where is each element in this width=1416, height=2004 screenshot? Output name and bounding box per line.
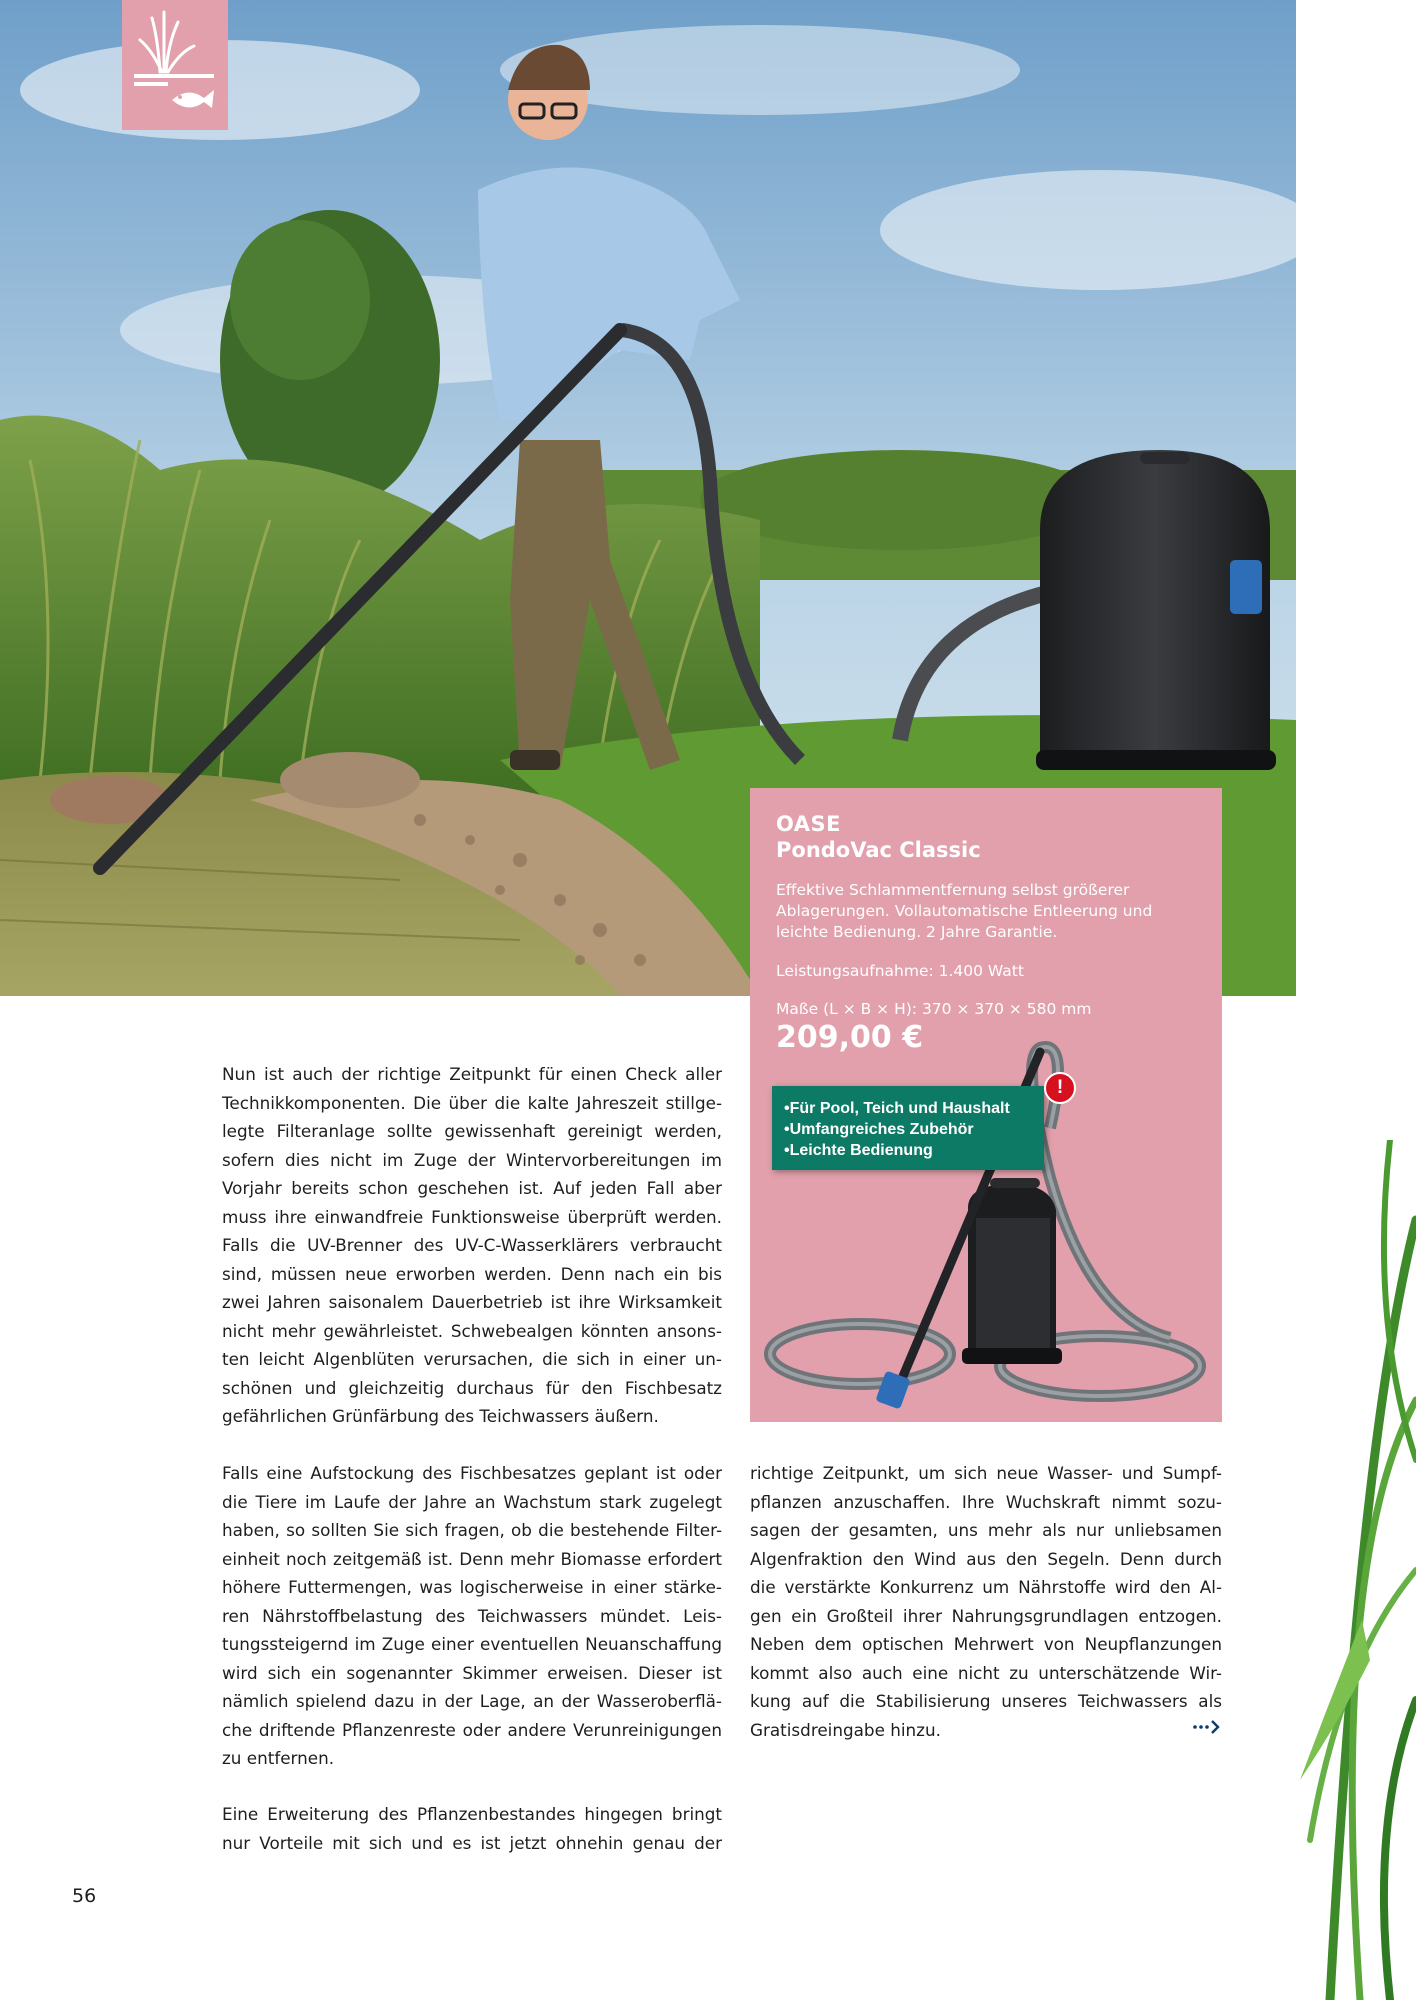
text-line: sind, müssen neue erworben werden. Denn nach ein bis: [222, 1263, 722, 1284]
text-line: einheit noch zeitgemäß ist. Denn mehr Biomasse erfordert: [222, 1548, 722, 1569]
text-line: ten leicht Algenblüten verursachen, die sich in einer un-: [222, 1349, 722, 1369]
article-paragraph-1: [222, 1060, 722, 1431]
text-line: nämlich spielend dazu in der Lage, an der Wasseroberflä-: [222, 1691, 722, 1711]
text-line: legte Filteranlage sollte gewissenhaft gereinigt werden,: [222, 1121, 722, 1141]
text-line: Neben dem optischen Mehrwert von Neupflanzungen: [750, 1634, 1222, 1654]
text-line: Gratisdreingabe hinzu.: [750, 1719, 941, 1740]
text-line: Algenfraktion den Wind aus den Segeln. Denn durch: [750, 1548, 1222, 1569]
text-line: nur Vorteile mit sich und es ist jetzt ohnehin genau der: [222, 1832, 722, 1853]
text-line: Technikkomponenten. Die über die kalte Jahreszeit stillge-: [222, 1092, 722, 1113]
text-line: Vorjahr bereits schon geschehen ist. Auf jeden Fall aber: [222, 1178, 722, 1198]
text-line: wird sich ein sogenannter Skimmer erweisen. Dieser ist: [222, 1662, 722, 1683]
text-line: che driftende Pflanzenreste oder andere Verunreinigungen: [222, 1719, 722, 1740]
article-paragraph-2: [222, 1459, 722, 1773]
article-paragraph-4: [750, 1459, 1222, 1744]
article-paragraph-3: [222, 1800, 722, 1857]
product-vacuum-image: [750, 1018, 1222, 1422]
feature-item: • Leichte Bedienung: [784, 1140, 1044, 1161]
text-line: richtige Zeitpunkt, um sich neue Wasser- und Sumpf-: [750, 1463, 1222, 1483]
feature-item: • Für Pool, Teich und Haushalt: [784, 1098, 1044, 1119]
product-power: Leistungsaufnahme: 1.400 Watt: [776, 962, 1024, 980]
text-line: haben, so sollten Sie sich fragen, ob die bestehende Filter-: [222, 1520, 722, 1540]
product-info-box: [750, 788, 1222, 1422]
text-line: Falls eine Aufstockung des Fischbesatzes geplant ist oder: [222, 1463, 722, 1483]
product-dimensions: Maße (L × B × H): 370 × 370 × 580 mm: [776, 1000, 1092, 1018]
feature-callout: [772, 1086, 1044, 1170]
text-line: Eine Erweiterung des Pflanzenbestandes hingegen bringt: [222, 1804, 722, 1824]
text-line: sagen der gesamten, uns mehr als nur unliebsamen: [750, 1520, 1222, 1540]
alert-icon: !: [1044, 1072, 1076, 1104]
text-line: pflanzen anzuschaffen. Ihre Wuchskraft nimmt sozu-: [750, 1491, 1222, 1512]
text-line: nicht mehr gewährleistet. Schwebealgen könnten ansons-: [222, 1320, 722, 1341]
text-line: kung auf die Stabilisierung unseres Teichwassers als: [750, 1691, 1222, 1711]
text-line: zwei Jahren saisonalem Dauerbetrieb ist ihre Wirksamkeit: [222, 1292, 722, 1312]
dotted-arrow-right-icon[interactable]: [1192, 1718, 1222, 1734]
product-brand: OASE: [776, 812, 842, 836]
text-line: Falls die UV-Brenner des UV-C-Wasserklärers verbraucht: [222, 1235, 722, 1255]
text-line: kommt also auch eine nicht zu unterschätzende Wir-: [750, 1662, 1222, 1683]
grass-decoration-image: [1270, 1140, 1416, 2000]
product-model: PondoVac Classic: [776, 838, 981, 862]
text-line: die Tiere im Laufe der Jahre an Wachstum stark zugelegt: [222, 1491, 722, 1512]
text-line: ren Nährstoffbelastung des Teichwassers mündet. Leis-: [222, 1605, 722, 1626]
feature-list: [772, 1086, 1044, 1161]
text-line: sofern dies nicht im Zuge der Wintervorbereitungen im: [222, 1149, 722, 1170]
text-line: die verstärkte Konkurrenz um Nährstoffe wird den Al-: [750, 1577, 1222, 1597]
page-number: 56: [72, 1885, 97, 1907]
feature-item: • Umfangreiches Zubehör: [784, 1119, 1044, 1140]
text-line: gen ein Großteil ihrer Nahrungsgrundlagen entzogen.: [750, 1605, 1222, 1626]
text-line: höhere Futtermengen, was logischerweise in einer stärke-: [222, 1577, 722, 1597]
text-line: tungssteigernd im Zuge einer eventuellen Neuanschaffung: [222, 1634, 722, 1654]
product-price: 209,00 €: [776, 1020, 924, 1055]
text-line: gefährlichen Grünfärbung des Teichwassers äußern.: [222, 1406, 659, 1426]
text-line: muss ihre einwandfreie Funktionsweise überprüft werden.: [222, 1206, 722, 1227]
text-line: Nun ist auch der richtige Zeitpunkt für einen Check aller: [222, 1064, 722, 1084]
text-line: schönen und gleichzeitig durchaus für den Fischbesatz: [222, 1377, 722, 1398]
pond-plant-fish-icon: [122, 0, 228, 130]
product-description: Effektive Schlammentfernung selbst größerer Ablagerungen. Vollautomatische Entleerung und leichte Bedienung. 2 Jahre Garantie.: [776, 881, 1153, 941]
text-line: zu entfernen.: [222, 1748, 335, 1768]
